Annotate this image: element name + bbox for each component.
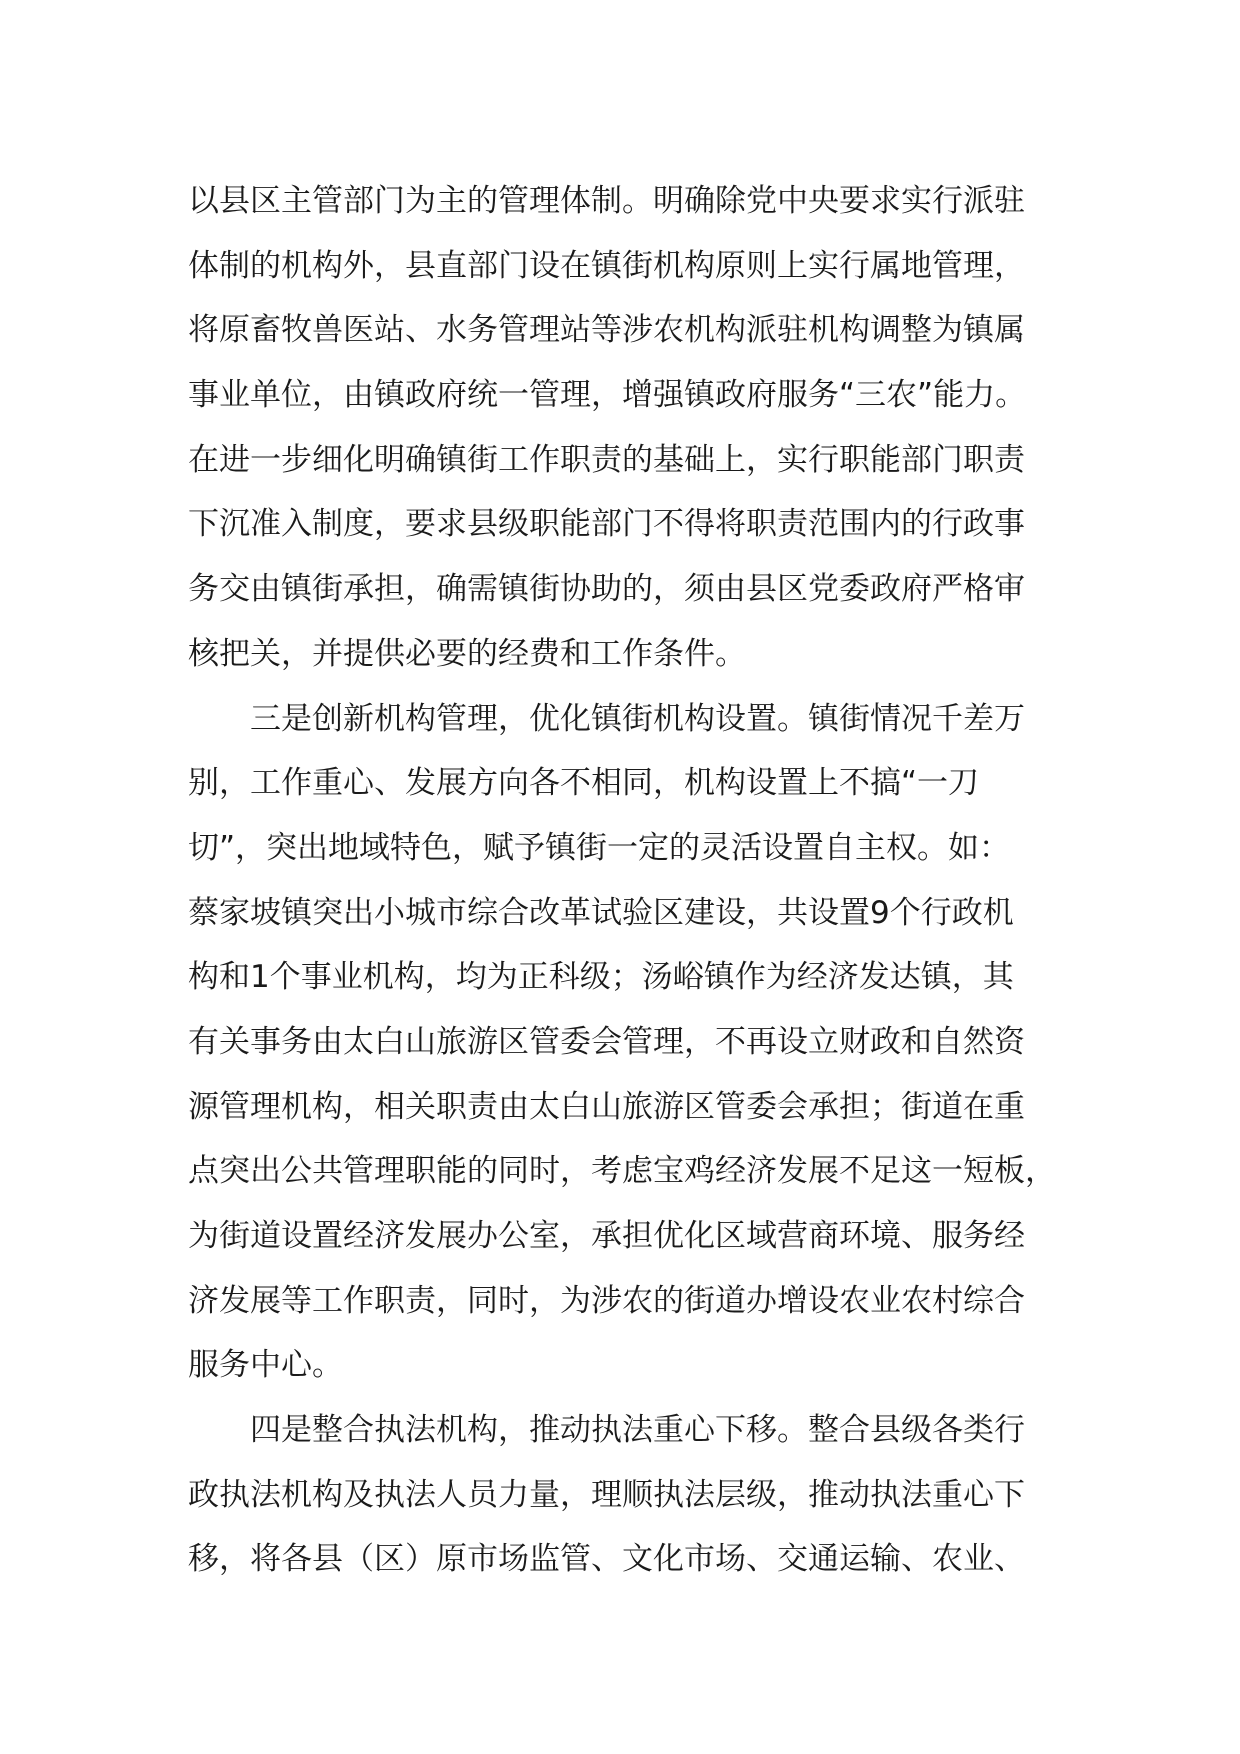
paragraph-start-line: 三是创新机构管理，优化镇街机构设置。镇街情况千差万 — [250, 700, 1025, 737]
text-line: 核把关，并提供必要的经费和工作条件。 — [188, 635, 746, 672]
text-line: 切”，突出地域特色，赋予镇街一定的灵活设置自主权。如： — [188, 829, 1011, 866]
text-line: 事业单位，由镇政府统一管理，增强镇政府服务“三农”能力。 — [188, 377, 1027, 414]
text-line: 构和1个事业机构，均为正科级；汤峪镇作为经济发达镇，其 — [188, 959, 1014, 996]
text-line: 体制的机构外，县直部门设在镇街机构原则上实行属地管理， — [188, 247, 1025, 284]
text-line: 蔡家坡镇突出小城市综合改革试验区建设，共设置9个行政机 — [188, 894, 1014, 931]
body-text — [188, 169, 1068, 1592]
text-line: 移，将各县（区）原市场监管、文化市场、交通运输、农业、 — [188, 1541, 1025, 1578]
text-line: 在进一步细化明确镇街工作职责的基础上，实行职能部门职责 — [188, 441, 1025, 478]
text-line: 别，工作重心、发展方向各不相同，机构设置上不搞“一刀 — [188, 765, 980, 802]
text-line: 将原畜牧兽医站、水务管理站等涉农机构派驻机构调整为镇属 — [188, 312, 1025, 349]
text-line: 为街道设置经济发展办公室，承担优化区域营商环境、服务经 — [188, 1218, 1025, 1254]
text-line: 下沉准入制度，要求县级职能部门不得将职责范围内的行政事 — [188, 506, 1025, 543]
text-line: 济发展等工作职责，同时，为涉农的街道办增设农业农村综合 — [188, 1282, 1025, 1319]
text-line: 点突出公共管理职能的同时，考虑宝鸡经济发展不足这一短板， — [188, 1153, 1056, 1190]
text-line: 以县区主管部门为主的管理体制。明确除党中央要求实行派驻 — [188, 183, 1025, 219]
text-line: 服务中心。 — [188, 1347, 343, 1384]
text-line: 务交由镇街承担，确需镇街协助的，须由县区党委政府严格审 — [188, 571, 1025, 608]
text-line: 有关事务由太白山旅游区管委会管理，不再设立财政和自然资 — [188, 1023, 1025, 1060]
text-line: 源管理机构，相关职责由太白山旅游区管委会承担；街道在重 — [188, 1088, 1025, 1125]
paragraph-start-line: 四是整合执法机构，推动执法重心下移。整合县级各类行 — [250, 1412, 1025, 1449]
text-line: 政执法机构及执法人员力量，理顺执法层级，推动执法重心下 — [188, 1476, 1025, 1513]
